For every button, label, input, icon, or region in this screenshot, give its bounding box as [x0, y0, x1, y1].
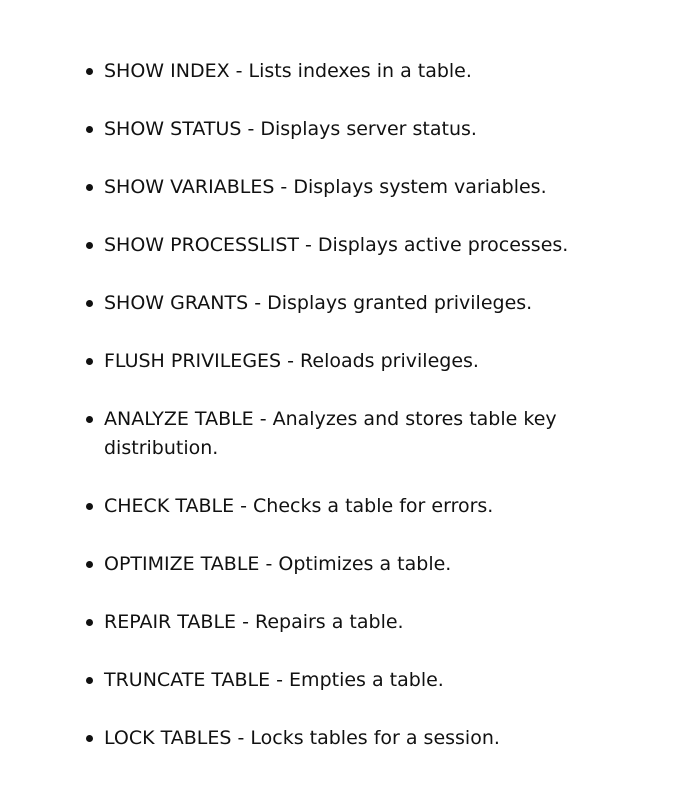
list-item: [84, 347, 604, 376]
list-item: [84, 550, 604, 579]
list-item-text: REPAIR TABLE - Repairs a table.: [104, 611, 404, 633]
bullet-icon: [86, 300, 93, 307]
bullet-icon: [86, 184, 93, 191]
bullet-icon: [86, 242, 93, 249]
list-item: [84, 608, 604, 637]
bullet-icon: [86, 561, 93, 568]
list-item: [84, 231, 604, 260]
bullet-icon: [86, 503, 93, 510]
list-item: [84, 115, 604, 144]
list-item: [84, 405, 604, 463]
list-item-text: CHECK TABLE - Checks a table for errors.: [104, 495, 494, 517]
bullet-icon: [86, 68, 93, 75]
bullet-icon: [86, 358, 93, 365]
command-list: [84, 57, 604, 782]
bullet-icon: [86, 619, 93, 626]
list-item-text: OPTIMIZE TABLE - Optimizes a table.: [104, 553, 452, 575]
list-item-text: SHOW VARIABLES - Displays system variables.: [104, 176, 547, 198]
list-item: [84, 492, 604, 521]
list-item-text: SHOW INDEX - Lists indexes in a table.: [104, 60, 472, 82]
list-item-text: SHOW GRANTS - Displays granted privileges.: [104, 292, 533, 314]
bullet-icon: [86, 677, 93, 684]
list-item-text: SHOW PROCESSLIST - Displays active processes.: [104, 234, 569, 256]
list-item-text: LOCK TABLES - Locks tables for a session.: [104, 727, 500, 749]
list-item-text: ANALYZE TABLE - Analyzes and stores table key distribution.: [104, 408, 557, 459]
list-item-text: TRUNCATE TABLE - Empties a table.: [104, 669, 444, 691]
list-item: [84, 57, 604, 86]
list-item: [84, 173, 604, 202]
list-item-text: SHOW STATUS - Displays server status.: [104, 118, 477, 140]
list-item: [84, 289, 604, 318]
bullet-icon: [86, 416, 93, 423]
bullet-icon: [86, 735, 93, 742]
list-item: [84, 666, 604, 695]
list-item: [84, 724, 604, 753]
bullet-icon: [86, 126, 93, 133]
list-item-text: FLUSH PRIVILEGES - Reloads privileges.: [104, 350, 479, 372]
